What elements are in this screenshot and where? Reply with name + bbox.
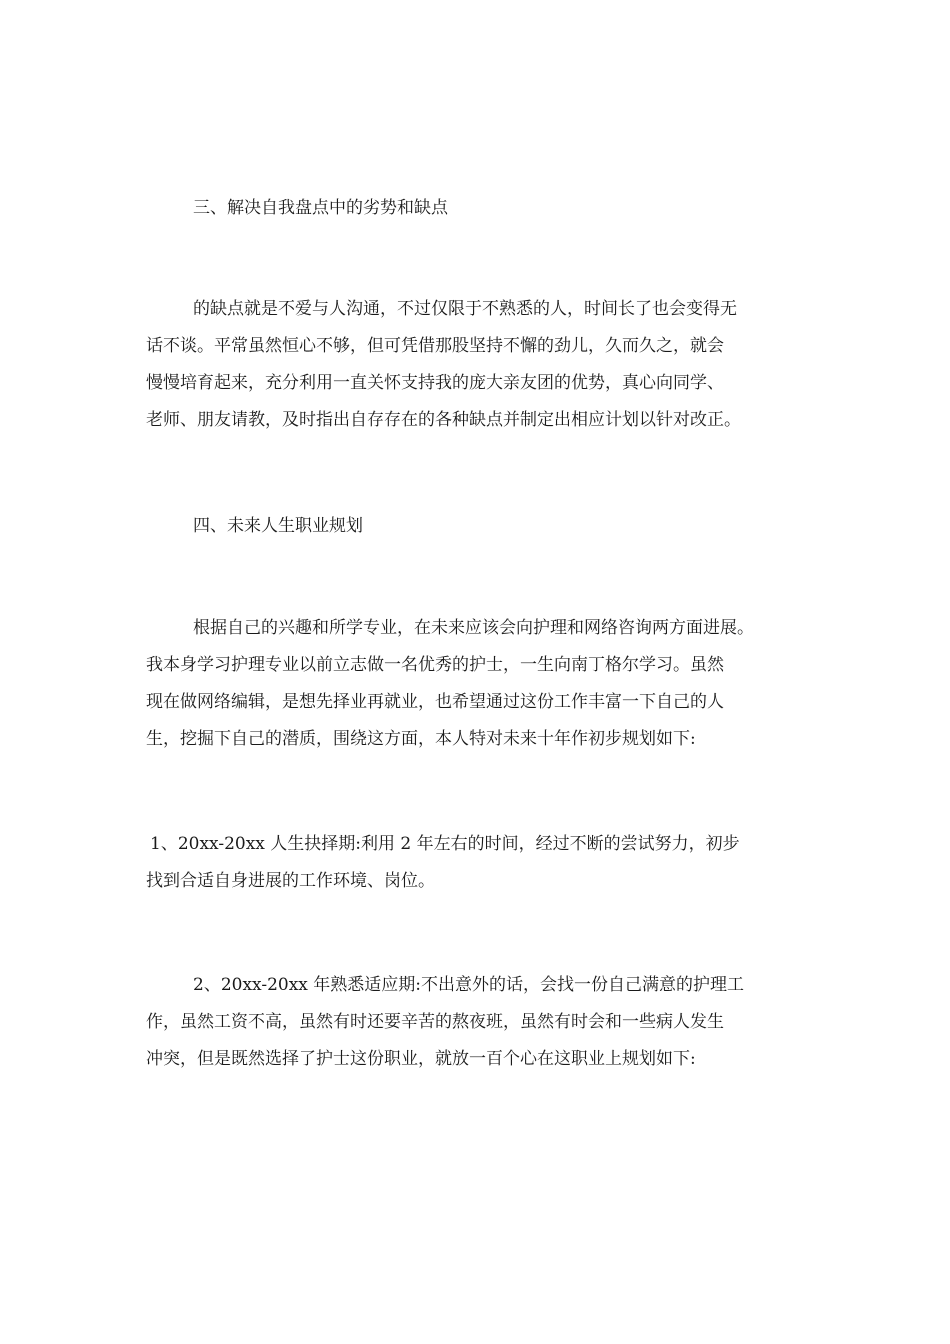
plan-item-2-line: 冲突，但是既然选择了护士这份职业，就放一百个心在这职业上规划如下: xyxy=(146,1049,696,1069)
plan-item-2-line: 2、20xx-20xx 年熟悉适应期:不出意外的话，会找一份自己满意的护理工 xyxy=(193,975,745,995)
plan-item-2-line: 作，虽然工资不高，虽然有时还要辛苦的熬夜班，虽然有时会和一些病人发生 xyxy=(146,1012,724,1032)
section-3-paragraph-line: 话不谈。平常虽然恒心不够，但可凭借那股坚持不懈的劲儿，久而久之，就会 xyxy=(146,336,724,356)
section-4-heading: 四、未来人生职业规划 xyxy=(193,516,363,536)
section-3-paragraph-line: 的缺点就是不爱与人沟通，不过仅限于不熟悉的人，时间长了也会变得无 xyxy=(193,299,737,319)
section-4-paragraph-line: 我本身学习护理专业以前立志做一名优秀的护士，一生向南丁格尔学习。虽然 xyxy=(146,655,724,675)
section-4-paragraph-line: 现在做网络编辑，是想先择业再就业，也希望通过这份工作丰富一下自己的人 xyxy=(146,692,724,712)
plan-item-1-line: 找到合适自身进展的工作环境、岗位。 xyxy=(146,871,435,891)
section-4-paragraph-line: 生，挖掘下自己的潜质，围绕这方面，本人特对未来十年作初步规划如下: xyxy=(146,729,696,749)
plan-item-1-line: 1、20xx-20xx 人生抉择期:利用 2 年左右的时间，经过不断的尝试努力，初步 xyxy=(150,834,740,854)
section-3-heading: 三、解决自我盘点中的劣势和缺点 xyxy=(193,198,448,218)
section-3-paragraph-line: 老师、朋友请教，及时指出自存存在的各种缺点并制定出相应计划以针对改正。 xyxy=(146,410,741,430)
section-4-paragraph-line: 根据自己的兴趣和所学专业，在未来应该会向护理和网络咨询两方面进展。 xyxy=(193,618,754,638)
section-3-paragraph-line: 慢慢培育起来，充分利用一直关怀支持我的庞大亲友团的优势，真心向同学、 xyxy=(146,373,724,393)
